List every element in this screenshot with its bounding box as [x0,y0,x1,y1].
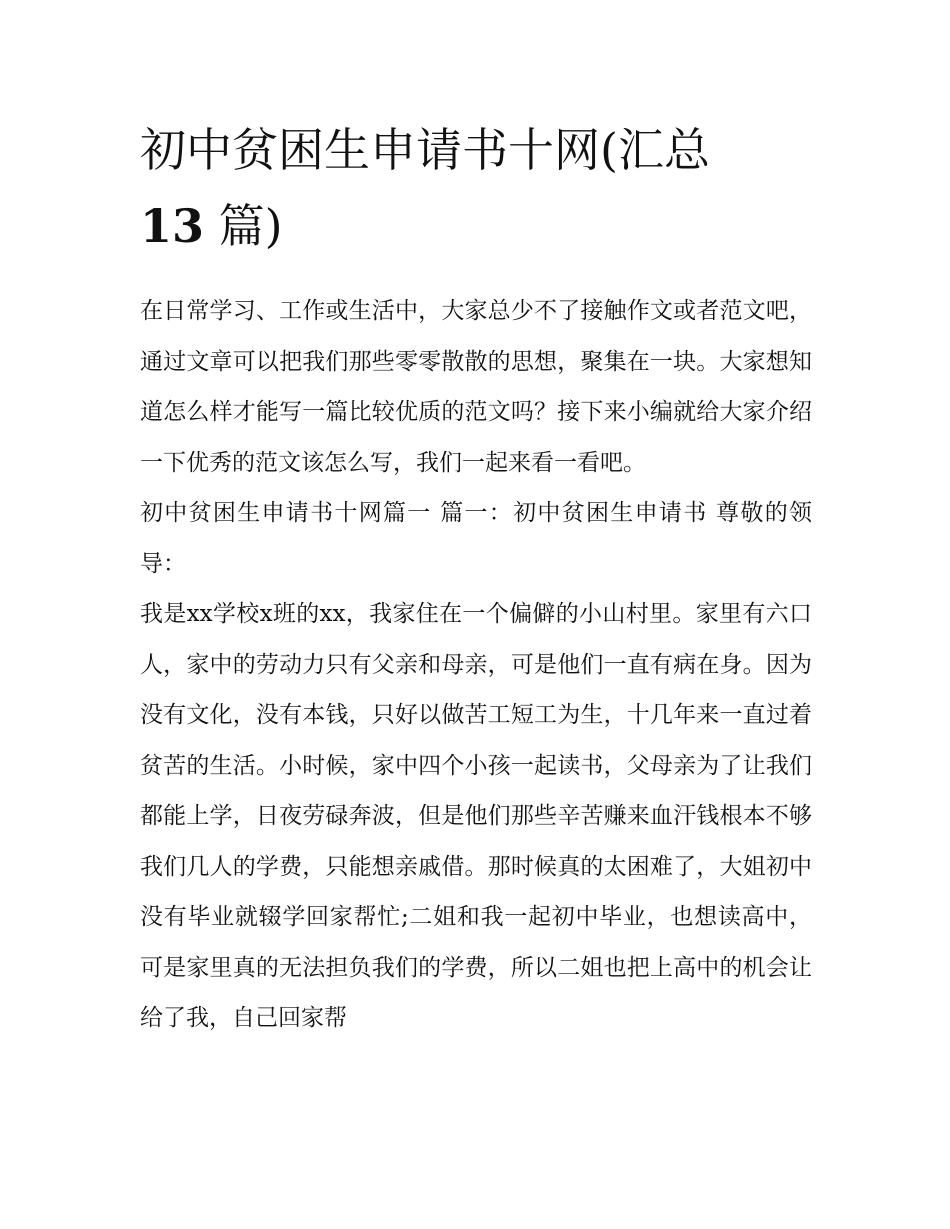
section-heading: 初中贫困生申请书十网篇一 篇一：初中贫困生申请书 尊敬的领导： [140,500,812,577]
title-number: 13 [140,199,205,253]
document-title [140,112,812,264]
title-line-2: 篇) [218,199,283,253]
document-content [140,112,812,1044]
intro-paragraph: 在日常学习、工作或生活中，大家总少不了接触作文或者范文吧，通过文章可以把我们那些零零散散的思想，聚集在一块。大家想知道怎么样才能写一篇比较优质的范文吗？接下来小编就给大家介绍一下优秀的范文该怎么写，我们一起来看一看吧。 [140,298,812,476]
title-line-1: 初中贫困生申请书十网(汇总 [140,123,710,177]
body-paragraph: 我是xx学校x班的xx，我家住在一个偏僻的小山村里。家里有六口人，家中的劳动力只有父亲和母亲，可是他们一直有病在身。因为没有文化，没有本钱，只好以做苦工短工为生，十几年来一直过着贫苦的生活。小时候，家中四个小孩一起读书，父母亲为了让我们都能上学，日夜劳碌奔波，但是他们那些辛苦赚来血汗钱根本不够我们几人的学费，只能想亲戚借。那时候真的太困难了，大姐初中没有毕业就辍学回家帮忙;二姐和我一起初中毕业，也想读高中，可是家里真的无法担负我们的学费，所以二姐也把上高中的机会让给了我，自己回家帮 [140,601,812,1031]
